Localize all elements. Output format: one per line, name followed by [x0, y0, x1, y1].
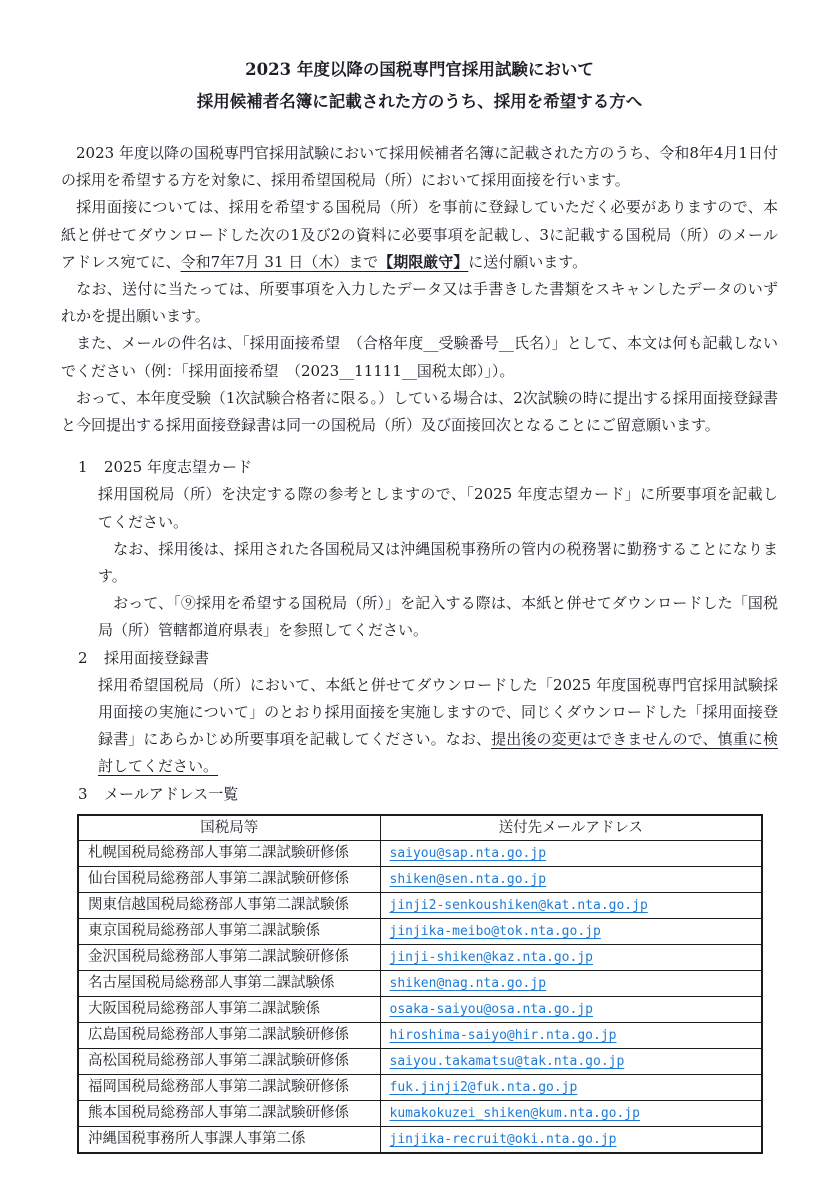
section-1-paragraph-3: おって、「⑨採用を希望する国税局（所）」を記入する際は、本紙と併せてダウンロードした「国税局（所）管轄都道府県表」を参照してください。: [98, 594, 778, 640]
table-row: [78, 1022, 762, 1048]
section-3-title: メールアドレス一覧: [104, 784, 239, 803]
section-2-title: 採用面接登録書: [104, 648, 210, 667]
office-name-cell: 高松国税局総務部人事第二課試験研修係: [78, 1048, 380, 1074]
no-change-warning-underlined: 提出後の変更はできませんので、慎重に検討してください。: [98, 730, 778, 776]
email-table-body: [78, 840, 762, 1153]
section-2-number: 2: [78, 648, 88, 667]
intro-paragraph-2-tail: に送付願います。: [468, 252, 588, 271]
table-row: [78, 840, 762, 866]
intro-paragraph-4: また、メールの件名は、「採用面接希望 （合格年度__受験番号__氏名）」として、本文は何も記載しないでください（例：「採用面接希望 （2023__11111__国税太郎）」）。: [61, 334, 778, 380]
office-name-cell: 関東信越国税局総務部人事第二課試験係: [78, 892, 380, 918]
email-link[interactable]: hiroshima-saiyo@hir.nta.go.jp: [389, 1027, 617, 1043]
office-name-cell: 仙台国税局総務部人事第二課試験研修係: [78, 866, 380, 892]
section-1-body: [98, 481, 778, 644]
page-title-line1: 2023 年度以降の国税専門官採用試験において: [245, 60, 594, 79]
table-row: [78, 1048, 762, 1074]
office-name-cell: 名古屋国税局総務部人事第二課試験係: [78, 970, 380, 996]
email-link[interactable]: kumakokuzei_shiken@kum.nta.go.jp: [389, 1105, 640, 1121]
email-link[interactable]: saiyou@sap.nta.go.jp: [389, 845, 547, 861]
section-2-main-text: 採用希望国税局（所）において、本紙と併せてダウンロードした「2025 年度国税専門官採用試験採用面接の実施について」のとおり採用面接を実施しますので、同じくダウンロードした「採用面接登録書」にあらかじめ所要事項を記載してください。なお、: [98, 675, 778, 749]
section-2-heading: [61, 645, 778, 672]
table-row: [78, 996, 762, 1022]
office-name-cell: 金沢国税局総務部人事第二課試験研修係: [78, 944, 380, 970]
section-3-number: 3: [78, 784, 88, 803]
intro-paragraph-2: [61, 194, 778, 276]
deadline-underlined: 令和7年7月 31 日（木）まで: [180, 252, 379, 271]
section-2-paragraph-1: [98, 672, 778, 781]
email-cell: [380, 866, 762, 892]
section-1-paragraph-2: なお、採用後は、採用された各国税局又は沖縄国税事務所の管内の税務署に勤務することになります。: [98, 539, 778, 586]
section-1-paragraph-1: 採用国税局（所）を決定する際の参考としますので、「2025 年度志望カード」に所要事項を記載してください。: [98, 485, 778, 531]
table-row: [78, 1100, 762, 1126]
section-1-heading: [61, 454, 778, 481]
deadline-strict-label: 【期限厳守】: [378, 252, 469, 271]
section-1-number: 1: [78, 458, 88, 477]
section-2-interview-registration: [61, 645, 778, 781]
table-row: [78, 970, 762, 996]
table-row: [78, 892, 762, 918]
email-link[interactable]: shiken@nag.nta.go.jp: [389, 975, 547, 991]
intro-paragraph-3: なお、送付に当たっては、所要事項を入力したデータ又は手書きした書類をスキャンしたデータのいずれかを提出願います。: [61, 280, 778, 326]
office-name-cell: 沖縄国税事務所人事課人事第二係: [78, 1126, 380, 1153]
email-cell: [380, 970, 762, 996]
email-cell: [380, 1126, 762, 1153]
email-address-table: [77, 814, 763, 1154]
table-row: [78, 1126, 762, 1153]
email-link[interactable]: fuk.jinji2@fuk.nta.go.jp: [389, 1079, 578, 1095]
email-cell: [380, 1048, 762, 1074]
email-link[interactable]: jinjika-recruit@oki.nta.go.jp: [389, 1131, 617, 1147]
email-link[interactable]: saiyou.takamatsu@tak.nta.go.jp: [389, 1053, 625, 1069]
email-link[interactable]: shiken@sen.nta.go.jp: [389, 871, 547, 887]
section-3-heading: [61, 781, 778, 808]
office-name-cell: 東京国税局総務部人事第二課試験係: [78, 918, 380, 944]
office-name-cell: 福岡国税局総務部人事第二課試験研修係: [78, 1074, 380, 1100]
office-name-cell: 大阪国税局総務部人事第二課試験係: [78, 996, 380, 1022]
section-1-title: 2025 年度志望カード: [104, 458, 252, 477]
intro-paragraph-2-main: 採用面接については、採用を希望する国税局（所）を事前に登録していただく必要がありますので、本紙と併せてダウンロードした次の1及び2の資料に必要事項を記載し、3に記載する国税局（所）のメールアドレス宛てに、: [61, 198, 778, 271]
table-row: [78, 944, 762, 970]
table-row: [78, 866, 762, 892]
page-title: [61, 54, 778, 118]
email-cell: [380, 996, 762, 1022]
page-title-line2: 採用候補者名簿に記載された方のうち、採用を希望する方へ: [196, 92, 643, 111]
email-link[interactable]: jinjika-meibo@tok.nta.go.jp: [389, 923, 601, 939]
office-name-cell: 札幌国税局総務部人事第二課試験研修係: [78, 840, 380, 866]
email-cell: [380, 944, 762, 970]
table-row: [78, 918, 762, 944]
email-cell: [380, 892, 762, 918]
email-link[interactable]: jinji2-senkoushiken@kat.nta.go.jp: [389, 897, 648, 913]
table-header-email: 送付先メールアドレス: [380, 815, 762, 841]
email-cell: [380, 1100, 762, 1126]
office-name-cell: 熊本国税局総務部人事第二課試験研修係: [78, 1100, 380, 1126]
table-row: [78, 1074, 762, 1100]
email-link[interactable]: jinji-shiken@kaz.nta.go.jp: [389, 949, 593, 965]
table-header-row: [78, 815, 762, 841]
email-cell: [380, 840, 762, 866]
section-2-body: [98, 672, 778, 781]
email-cell: [380, 1022, 762, 1048]
email-cell: [380, 918, 762, 944]
email-cell: [380, 1074, 762, 1100]
section-1-wish-card: [61, 454, 778, 644]
table-header-office: 国税局等: [78, 815, 380, 841]
email-link[interactable]: osaka-saiyou@osa.nta.go.jp: [389, 1001, 593, 1017]
office-name-cell: 広島国税局総務部人事第二課試験研修係: [78, 1022, 380, 1048]
section-3-email-list: [61, 781, 778, 1154]
intro-paragraph-5: おって、本年度受験（1次試験合格者に限る。）している場合は、2次試験の時に提出する採用面接登録書と今回提出する採用面接登録書は同一の国税局（所）及び面接回次となることにご留意願います。: [61, 388, 778, 435]
intro-text: [61, 140, 778, 439]
intro-paragraph-1: 2023 年度以降の国税専門官採用試験において採用候補者名簿に記載された方のうち、令和8年4月1日付の採用を希望する方を対象に、採用希望国税局（所）において採用面接を行います。: [61, 144, 778, 190]
